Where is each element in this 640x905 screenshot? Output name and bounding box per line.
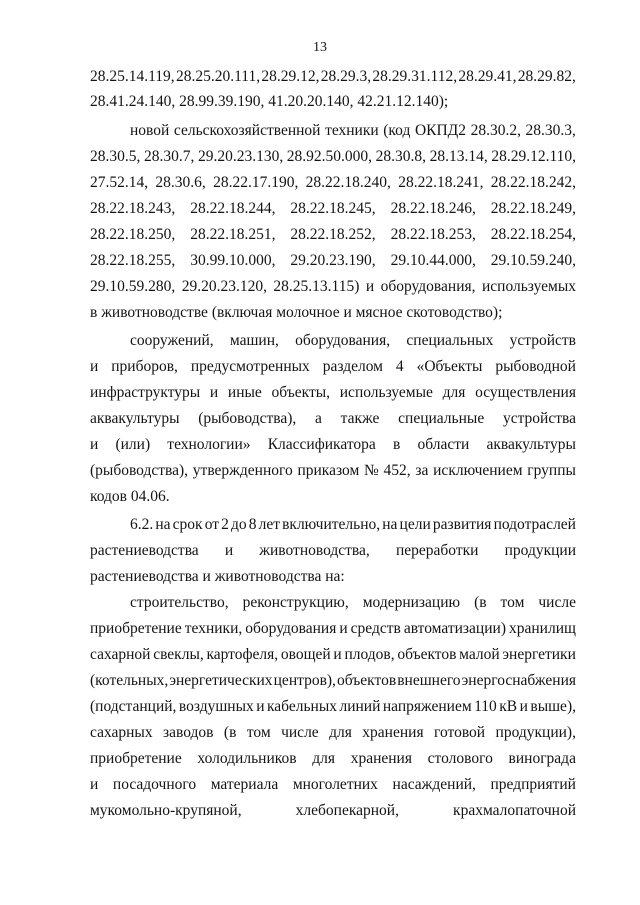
- text-line: растениеводства и животноводства на:: [90, 568, 345, 585]
- text-line: и (или) технологии» Классификатора в области аквакультуры: [90, 436, 576, 453]
- text-line: мукомольно-крупяной, хлебопекарной, крахмалопаточной: [90, 802, 576, 819]
- text-line: сахарных заводов (в том числе для хранения готовой продукции),: [90, 724, 576, 741]
- text-line: 27.52.14, 28.30.6, 28.22.17.190, 28.22.18.240, 28.22.18.241, 28.22.18.242,: [90, 174, 576, 191]
- text-line: и посадочного материала многолетних насаждений, предприятий: [90, 776, 576, 793]
- text-line: инфраструктуры и иные объекты, используемые для осуществления: [90, 384, 576, 401]
- text-line: 28.30.5, 28.30.7, 29.20.23.130, 28.92.50.000, 28.30.8, 28.13.14, 28.29.12.110,: [90, 148, 576, 165]
- text-line: сооружений, машин, оборудования, специальных устройств: [130, 332, 576, 349]
- text-line: новой сельскохозяйственной техники (код ОКПД2 28.30.2, 28.30.3,: [130, 122, 576, 139]
- text-line: и приборов, предусмотренных разделом 4 «Объекты рыбоводной: [90, 358, 576, 375]
- text-line: 28.41.24.140, 28.99.39.190, 41.20.20.140, 42.21.12.140);: [90, 93, 449, 110]
- page-number: 13: [313, 40, 327, 55]
- text-line: (котельных, энергетических центров), объектов внешнего энергоснабжения: [90, 672, 576, 689]
- text-line: аквакультуры (рыбоводства), а также специальные устройства: [90, 410, 576, 427]
- text-line: сахарной свеклы, картофеля, овощей и плодов, объектов малой энергетики: [90, 646, 576, 663]
- text-line: кодов 04.06.: [90, 488, 170, 505]
- text-line: приобретение холодильников для хранения столового винограда: [90, 750, 576, 767]
- text-line: (рыбоводства), утвержденного приказом № 452, за исключением группы: [90, 462, 576, 479]
- text-line: 29.10.59.280, 29.20.23.120, 28.25.13.115) и оборудования, используемых: [90, 278, 576, 295]
- text-line: приобретение техники, оборудования и средств автоматизации) хранилищ: [90, 620, 576, 637]
- text-line: 28.25.14.119, 28.25.20.111, 28.29.12, 28.29.3, 28.29.31.112, 28.29.41, 28.29.82,: [90, 68, 576, 85]
- text-line: (подстанций, воздушных и кабельных линий напряжением 110 кВ и выше),: [90, 698, 576, 715]
- text-line: 28.22.18.255, 30.99.10.000, 29.20.23.190, 29.10.44.000, 29.10.59.240,: [90, 252, 576, 269]
- text-line: строительство, реконструкцию, модернизацию (в том числе: [130, 594, 576, 611]
- text-line: растениеводства и животноводства, переработки продукции: [90, 542, 576, 559]
- text-line: 6.2. на срок от 2 до 8 лет включительно, на цели развития подотраслей: [130, 516, 576, 533]
- text-line: в животноводстве (включая молочное и мясное скотоводство);: [90, 304, 503, 321]
- text-line: 28.22.18.250, 28.22.18.251, 28.22.18.252, 28.22.18.253, 28.22.18.254,: [90, 226, 576, 243]
- text-line: 28.22.18.243, 28.22.18.244, 28.22.18.245, 28.22.18.246, 28.22.18.249,: [90, 200, 576, 217]
